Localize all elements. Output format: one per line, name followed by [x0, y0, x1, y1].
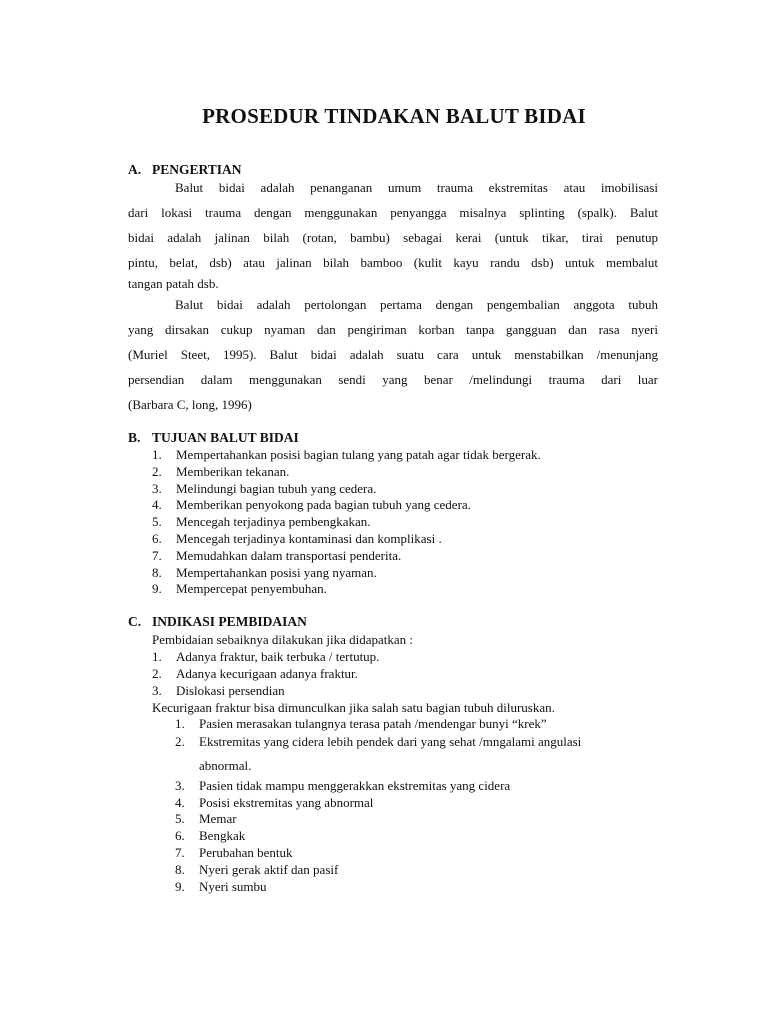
item-number: 1. [152, 447, 162, 462]
list-item [175, 730, 581, 778]
item-text: Ekstremitas yang cidera lebih pendek dari yang sehat /mngalami angulasi [199, 733, 582, 749]
list-item [175, 778, 581, 795]
list-item [152, 464, 541, 481]
item-number: 3. [175, 777, 185, 793]
item-text: Bengkak [199, 828, 246, 844]
item-text: Dislokasi persendian [176, 682, 285, 698]
list-item [152, 683, 379, 700]
section-b-letter: B. [128, 430, 141, 445]
item-number: 7. [175, 844, 185, 860]
paragraph-line: persendian dalam menggunakan sendi yang benar /melindungi trauma dari luar [128, 372, 658, 387]
item-text: Mempertahankan posisi bagian tulang yang patah agar tidak bergerak. [176, 447, 541, 462]
list-item [152, 447, 541, 464]
item-text: Mencegah terjadinya pembengkakan. [176, 514, 371, 530]
paragraph-line: (Barbara C, long, 1996) [128, 397, 252, 412]
item-text: Mencegah terjadinya kontaminasi dan komplikasi . [176, 530, 442, 546]
list-item [152, 666, 379, 683]
item-text: Memberikan tekanan. [176, 463, 290, 479]
paragraph-line: yang dirsakan cukup nyaman dan pengiriman korban tanpa gangguan dan rasa nyeri [128, 322, 658, 337]
item-number: 2. [152, 665, 162, 681]
item-number: 1. [175, 716, 185, 731]
paragraph-line: Balut bidai adalah penanganan umum trauma ekstremitas atau imobilisasi [175, 180, 658, 195]
item-number: 7. [152, 547, 162, 563]
list-item [175, 862, 581, 879]
section-b-heading [128, 430, 299, 446]
list-item [152, 514, 541, 531]
item-number: 5. [175, 811, 185, 827]
fracture-signs-list [175, 716, 581, 895]
goals-list [152, 447, 541, 598]
item-number: 5. [152, 514, 162, 530]
paragraph-line: pintu, belat, dsb) atau jalinan bilah bamboo (kulit kayu randu dsb) untuk membalut [128, 255, 658, 270]
section-a-paragraph-2 [128, 292, 658, 417]
item-text: Adanya fraktur, baik terbuka / tertutup. [176, 649, 380, 664]
paragraph-line: bidai adalah jalinan bilah (rotan, bambu) sebagai kerai (untuk tikar, tirai penutup [128, 230, 658, 245]
list-item [152, 548, 541, 565]
item-number: 6. [152, 530, 162, 546]
item-number: 6. [175, 828, 185, 844]
paragraph-line: (Muriel Steet, 1995). Balut bidai adalah suatu cara untuk menstabilkan /menunjang [128, 347, 658, 362]
list-item [152, 581, 541, 598]
list-item [152, 565, 541, 582]
section-c-title: INDIKASI PEMBIDAIAN [152, 614, 307, 629]
item-text: Pasien tidak mampu menggerakkan ekstremitas yang cidera [199, 777, 511, 793]
list-item [175, 879, 581, 896]
item-text: Pasien merasakan tulangnya terasa patah /mendengar bunyi “krek” [199, 716, 547, 731]
section-a-letter: A. [128, 162, 142, 177]
item-text-continued: abnormal. [199, 757, 252, 773]
list-item [175, 811, 581, 828]
item-text: Nyeri gerak aktif dan pasif [199, 861, 339, 877]
section-a-title: PENGERTIAN [152, 162, 242, 177]
item-number: 3. [152, 480, 162, 496]
item-number: 4. [175, 794, 185, 810]
item-number: 9. [152, 581, 162, 597]
indications-list [152, 649, 379, 699]
item-number: 1. [152, 649, 162, 664]
list-item [175, 828, 581, 845]
section-c-heading [128, 614, 307, 630]
item-text: Mempertahankan posisi yang nyaman. [176, 564, 377, 580]
item-text: Nyeri sumbu [199, 878, 267, 894]
item-text: Melindungi bagian tubuh yang cedera. [176, 480, 377, 496]
section-c-intro: Pembidaian sebaiknya dilakukan jika didapatkan : [152, 632, 414, 647]
item-number: 8. [152, 564, 162, 580]
list-item [152, 649, 379, 666]
item-number: 8. [175, 861, 185, 877]
section-b-title: TUJUAN BALUT BIDAI [152, 430, 299, 445]
item-number: 9. [175, 878, 185, 894]
list-item [175, 845, 581, 862]
page-title: PROSEDUR TINDAKAN BALUT BIDAI [202, 104, 586, 128]
item-number: 3. [152, 682, 162, 698]
paragraph-line: Balut bidai adalah pertolongan pertama dengan pengembalian anggota tubuh [175, 297, 658, 312]
item-text: Memberikan penyokong pada bagian tubuh yang cedera. [176, 497, 471, 513]
item-text: Adanya kecurigaan adanya fraktur. [176, 665, 358, 681]
item-number: 2. [152, 463, 162, 479]
item-text: Mempercepat penyembuhan. [176, 581, 327, 597]
item-number: 4. [152, 497, 162, 513]
list-item [175, 795, 581, 812]
item-text: Posisi ekstremitas yang abnormal [199, 794, 374, 810]
item-text: Memudahkan dalam transportasi penderita. [176, 547, 402, 563]
item-text: Perubahan bentuk [199, 844, 293, 860]
list-item [152, 531, 541, 548]
item-text: Memar [199, 811, 237, 827]
section-c-letter: C. [128, 614, 142, 629]
section-a-paragraph-1 [128, 175, 658, 292]
paragraph-line: dari lokasi trauma dengan menggunakan penyangga misalnya splinting (spalk). Balut [128, 205, 658, 220]
paragraph-line: tangan patah dsb. [128, 276, 219, 291]
suspicion-text: Kecurigaan fraktur bisa dimunculkan jika salah satu bagian tubuh diluruskan. [152, 700, 555, 715]
list-item [152, 497, 541, 514]
item-number: 2. [175, 733, 185, 749]
list-item [152, 481, 541, 498]
